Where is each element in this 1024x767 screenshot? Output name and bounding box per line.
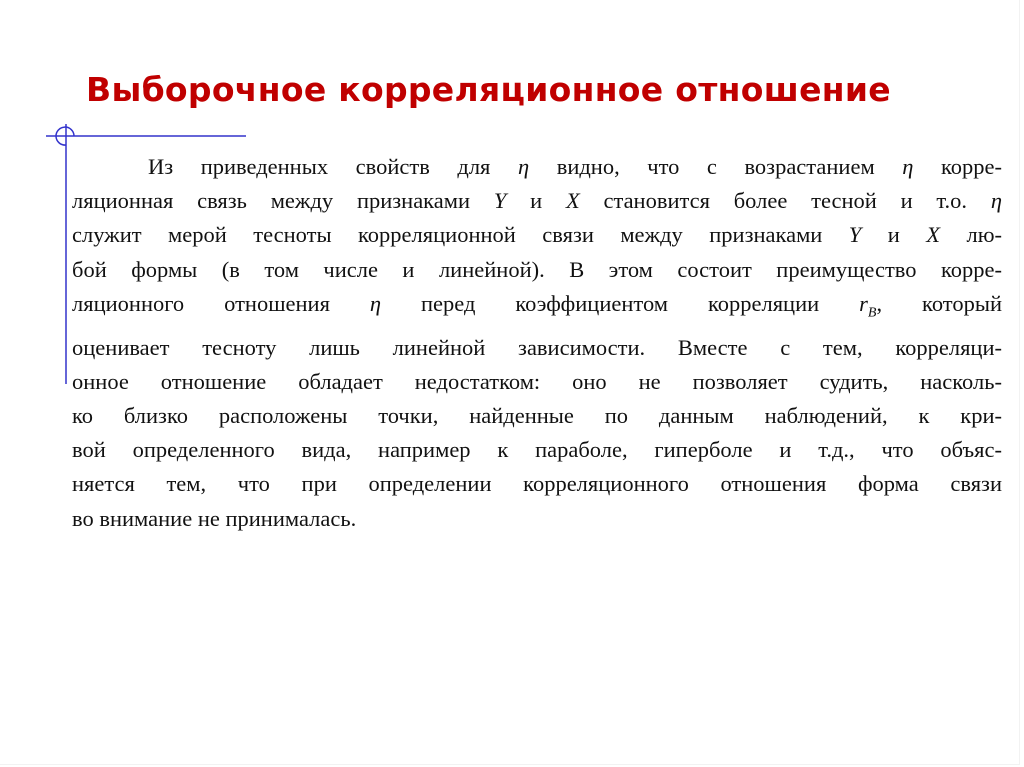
text-line: оценивает тесноту лишь линейной зависимости. Вместе с тем, корреляци- (72, 334, 1002, 360)
text-line: Из приведенных свойств для η видно, что с возрастанием η корре- (148, 154, 1002, 179)
text-line: няется тем, что при определении корреляционного отношения форма связи (72, 471, 1002, 497)
x-variable: X (926, 222, 941, 248)
subscript-b: B (867, 305, 877, 321)
text-line: ко близко расположены точки, найденные по данным наблюдений, к кри- (72, 402, 1002, 428)
text-line: бой формы (в том числе и линейной). В этом состоит преимущество корре- (72, 256, 1002, 282)
text-line: во внимание не принималась. (72, 505, 357, 531)
text-line: вой определенного вида, например к параболе, гиперболе и т.д., что объяс- (72, 437, 1002, 463)
slide-title: Выборочное корреляционное отношение (86, 70, 891, 109)
text-line: ляционного отношения η перед коэффициентом корреляции $r_B$, который (72, 290, 1002, 321)
eta-symbol: η (369, 290, 382, 316)
text-line: служит мерой тесноты корреляционной связи между признаками Y и X лю- (72, 222, 1002, 248)
x-variable: X (565, 188, 580, 214)
y-variable: Y (848, 222, 862, 248)
r-b-symbol: r (859, 290, 868, 316)
eta-symbol: η (990, 188, 1003, 214)
text-line: ляционная связь между признаками Y и X становится более тесной и т.о. η (72, 188, 1003, 214)
body-paragraph (72, 150, 1002, 536)
eta-symbol: η (902, 154, 914, 179)
eta-symbol: η (517, 154, 530, 179)
text-line: онное отношение обладает недостатком: оно не позволяет судить, насколь- (72, 368, 1002, 394)
y-variable: Y (493, 188, 507, 214)
